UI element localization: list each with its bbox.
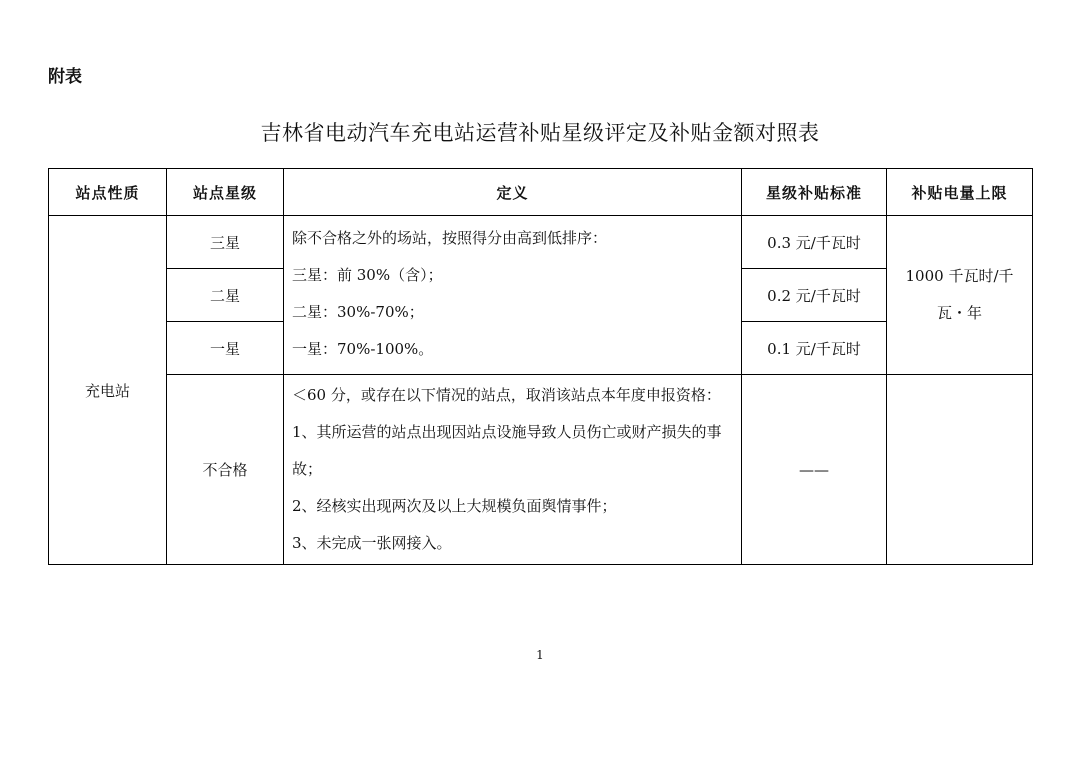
subsidy-standard-cell: 0.2 元/千瓦时 [742, 269, 887, 322]
star-level-cell: 不合格 [167, 375, 284, 565]
definition-line: 二星：30%-70%； [292, 303, 424, 321]
definition-line: ＜60 分，或存在以下情况的站点，取消该站点本年度申报资格： [292, 386, 721, 404]
appendix-label: 附表 [48, 67, 82, 87]
header-subsidy-cap: 补贴电量上限 [887, 169, 1033, 216]
header-subsidy-standard: 星级补贴标准 [742, 169, 887, 216]
star-level-cell: 一星 [167, 322, 284, 375]
table-row-three-star [49, 216, 1033, 269]
header-site-type: 站点性质 [49, 169, 167, 216]
subsidy-standard-cell: 0.1 元/千瓦时 [742, 322, 887, 375]
star-level-cell: 三星 [167, 216, 284, 269]
site-type-cell: 充电站 [49, 216, 167, 565]
subsidy-cap-cell [887, 216, 1033, 375]
definition-line: 3、未完成一张网接入。 [292, 534, 452, 552]
document-title: 吉林省电动汽车充电站运营补贴星级评定及补贴金额对照表 [260, 121, 820, 145]
table-header-row [49, 169, 1033, 216]
definition-line: 一星：70%-100%。 [292, 340, 434, 358]
subsidy-standard-cell: 0.3 元/千瓦时 [742, 216, 887, 269]
definition-line: 三星：前 30%（含）； [292, 266, 443, 284]
star-level-cell: 二星 [167, 269, 284, 322]
definition-line: 2、经核实出现两次及以上大规模负面舆情事件； [292, 497, 617, 515]
header-definition: 定义 [284, 169, 742, 216]
subsidy-cap-cell [887, 375, 1033, 565]
cap-line: 1000 千瓦时/千 [905, 267, 1014, 285]
page-number: 1 [536, 648, 544, 662]
subsidy-table [48, 168, 1033, 565]
header-star-level: 站点星级 [167, 169, 284, 216]
star-definition-cell [284, 216, 742, 375]
cap-line: 瓦・年 [936, 304, 982, 322]
definition-line: 除不合格之外的场站，按照得分由高到低排序： [292, 229, 608, 247]
table-row-unqualified [49, 375, 1033, 565]
definition-line: 1、其所运营的站点出现因站点设施导致人员伤亡或财产损失的事故； [292, 423, 722, 478]
unqualified-definition-cell [284, 375, 742, 565]
subsidy-standard-cell: —— [742, 375, 887, 565]
